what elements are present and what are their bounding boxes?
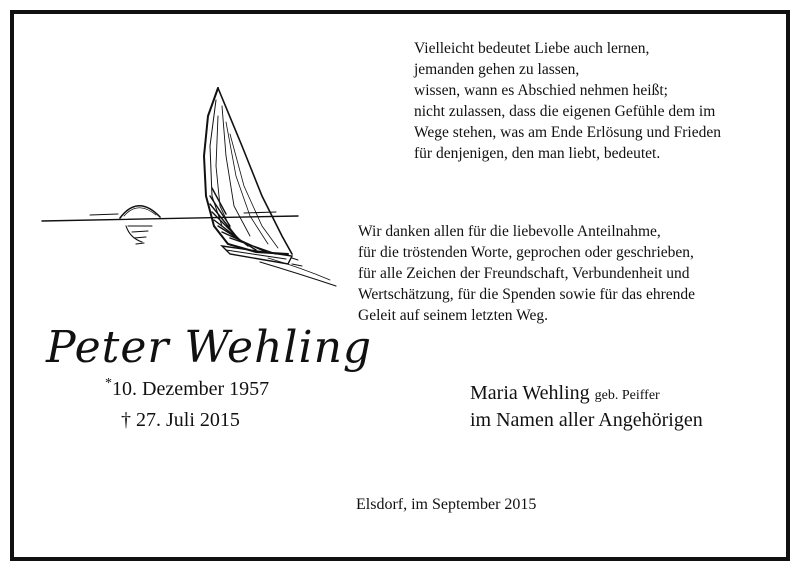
deceased-name: Peter Wehling xyxy=(46,322,373,373)
signer-line2: im Namen aller Angehörigen xyxy=(470,409,703,431)
poem-line: jemanden gehen zu lassen, xyxy=(414,61,580,78)
poem-line: Vielleicht bedeutet Liebe auch lernen, xyxy=(414,40,650,57)
sailboat-sunset-sketch-icon xyxy=(30,76,350,290)
signer-block xyxy=(470,381,703,432)
signer-maiden-name: geb. Peiffer xyxy=(594,388,660,403)
poem-line: nicht zulassen, dass die eigenen Gefühle dem im xyxy=(414,103,716,120)
birth-date-line xyxy=(105,378,269,401)
death-symbol: † xyxy=(121,409,131,431)
signer-name: Maria Wehling xyxy=(470,382,590,404)
birth-symbol: * xyxy=(105,376,112,391)
poem-line: Wege stehen, was am Ende Erlösung und Frieden xyxy=(414,124,721,141)
thanks-line: für alle Zeichen der Freundschaft, Verbundenheit und xyxy=(358,265,690,282)
poem-line: wissen, wann es Abschied nehmen heißt; xyxy=(414,82,668,99)
thanks-line: für die tröstenden Worte, geprochen oder geschrieben, xyxy=(358,244,694,261)
death-date-line xyxy=(121,409,240,432)
thanks-line: Wir danken allen für die liebevolle Anteilnahme, xyxy=(358,223,661,240)
place-date: Elsdorf, im September 2015 xyxy=(356,496,537,513)
thanks-text xyxy=(358,221,695,326)
thanks-line: Geleit auf seinem letzten Weg. xyxy=(358,307,548,324)
poem xyxy=(414,38,721,164)
death-date: 27. Juli 2015 xyxy=(136,409,240,431)
birth-date: 10. Dezember 1957 xyxy=(112,378,270,400)
thanks-line: Wertschätzung, für die Spenden sowie für das ehrende xyxy=(358,286,696,303)
poem-line: für denjenigen, den man liebt, bedeutet. xyxy=(414,145,661,162)
